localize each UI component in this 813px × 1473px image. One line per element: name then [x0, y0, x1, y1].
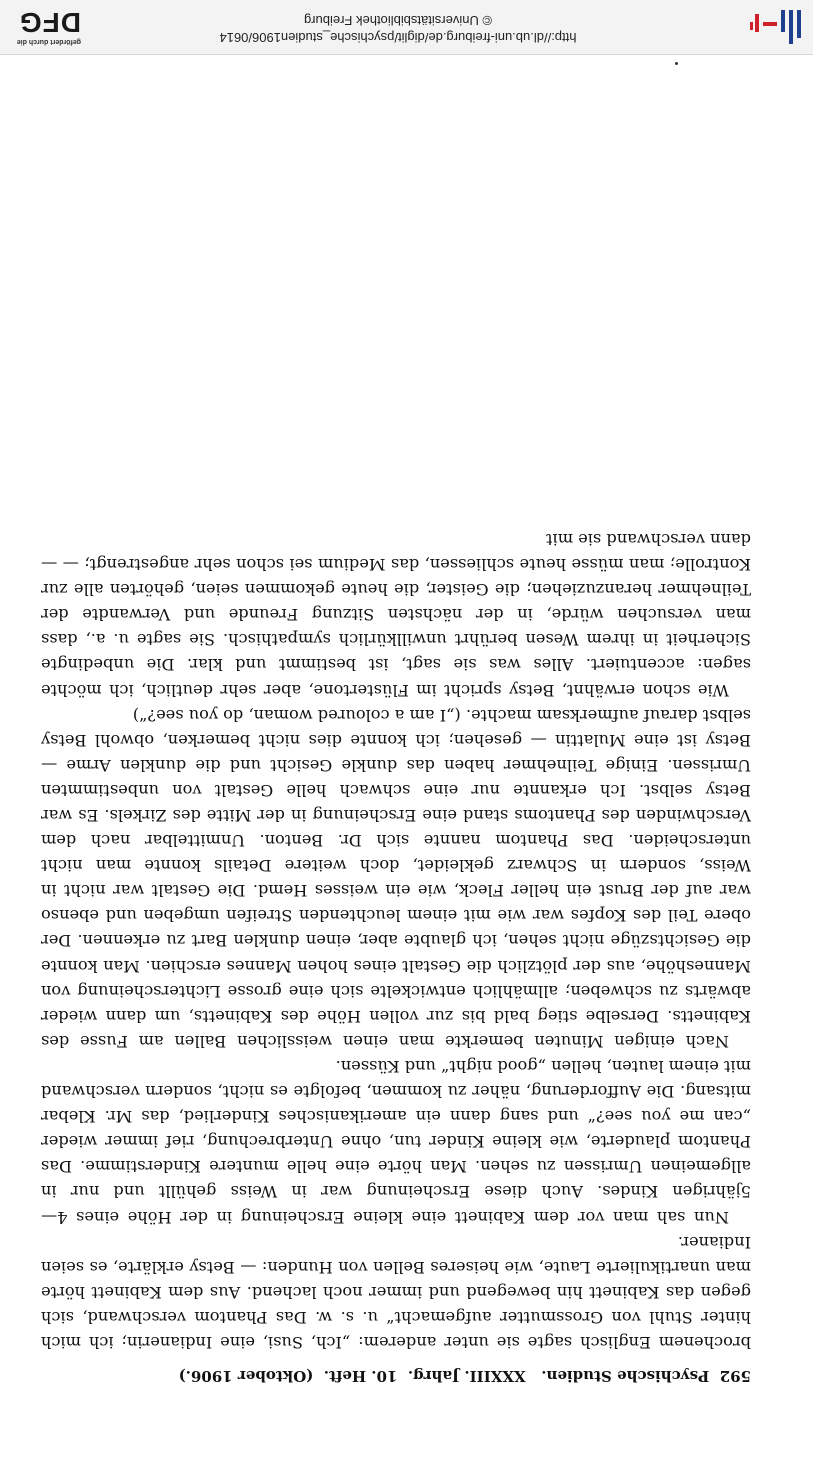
dfg-logo	[3, 4, 81, 46]
issue-date: (Oktober 1906.)	[178, 1367, 314, 1385]
volume-label: XXXIII. Jahrg.	[407, 1367, 526, 1385]
issue-label: 10. Heft.	[323, 1367, 398, 1385]
university-library-logo-icon	[747, 4, 807, 48]
paragraph-4: Wie schon erwähnt, Betsy spricht im Flüstertone, aber sehr deutlich, ich möchte sagen: accentuiert. Alles was sie sagt, ist bestimmt und klar. Die unbedingte Sicherheit in ihrem Wesen berührt unwillkürlich sympathisch. Sie sagte u. a., dass man versuchen würde, in der nächsten Sitzung Freunde und Verwandte der Teilnehmer heranzuziehen; die Geister, die heute gekommen seien, gehörten alle zur Kontrolle; man müsse heute schliessen, das Medium sei schon sehr angestrengt; — — dann verschwand sie mit	[41, 530, 751, 700]
paragraph-2: Nun sah man vor dem Kabinett eine kleine Erscheinung in der Höhe eines 4—5jährigen Kindes. Auch diese Erscheinung war in Weiss gehüllt und nur in allgemeinen Umrissen zu sehen. Man hörte eine helle muntere Kinderstimme. Das Phantom plauderte, wie kleine Kinder tun, ohne Unterbrechung, rief immer wieder „can me you see?“ und sang dann ein amerikanisches Kinderlied, das Mr. Klebar mitsang. Die Aufforderung, näher zu kommen, befolgte es nicht, sondern verschwand mit einem lauten, hellen „good night“ und Küssen.	[41, 1056, 751, 1227]
page-number: 592	[719, 1367, 751, 1385]
scan-speck	[675, 62, 678, 65]
dfg-caption: gefördert durch die	[16, 38, 81, 45]
journal-title: Psychische Studien.	[541, 1367, 710, 1385]
running-header	[41, 1365, 751, 1387]
copyright-notice: © Universitätsbibliothek Freiburg	[303, 13, 493, 28]
page-content	[41, 527, 751, 1387]
paragraph-1: brochenem Englisch sagte sie unter anderem: „Ich, Susi, eine Indianerin; ich mich hinter Stuhl von Grossmutter aufgemacht“ u. s. w. Das Phantom verschwand, sich gegen das Kabinett hin bewegend und immer noch lachend. Aus dem Kabinett hörte man unartikulierte Laute, wie heiseres Bellen von Hunden: — Betsy erklärte, es seien Indianer.	[41, 1232, 751, 1352]
dfg-letters: DFG	[18, 7, 81, 38]
viewer-footer	[0, 0, 813, 55]
footer-text	[188, 11, 608, 46]
paragraph-3: Nach einigen Minuten bemerkte man einen weisslichen Ballen am Fusse des Kabinetts. Derselbe stieg bald bis zur vollen Höhe des Kabinetts, um dann wieder abwärts zu schweben; allmählich entwickelte sich eine grosse Lichterscheinung von Manneshöhe, aus der plötzlich die Gestalt eines hohen Mannes erschien. Man konnte die Gesichtszüge nicht sehen, ich glaubte aber, einen dunklen Bart zu erkennen. Der obere Teil des Kopfes war wie mit einem leuchtenden Streifen umgeben und ebenso war auf der Brust ein heller Fleck, wie ein weisses Hemd. Die Gestalt war nicht in Weiss, sondern in Schwarz gekleidet, doch weitere Details konnte man nicht unterscheiden. Das Phantom nannte sich Dr. Benton. Unmittelbar nach dem Verschwinden des Phantoms stand eine Erscheinung in der Mitte des Zirkels. Es war Betsy selbst. Ich erkannte nur eine schwach helle Gestalt von unbestimmten Umrissen. Einige Teilnehmer haben das dunkle Gesicht und die dunklen Arme — Betsy ist eine Mulattin — gesehen; ich konnte dies nicht bemerken, obwohl Betsy selbst darauf aufmerksam machte. („I am a coloured woman, do you see?“)	[41, 705, 751, 1051]
permalink-url[interactable]: http://dl.ub.uni-freiburg.de/diglit/psychische_studien1906/0614	[219, 30, 577, 45]
